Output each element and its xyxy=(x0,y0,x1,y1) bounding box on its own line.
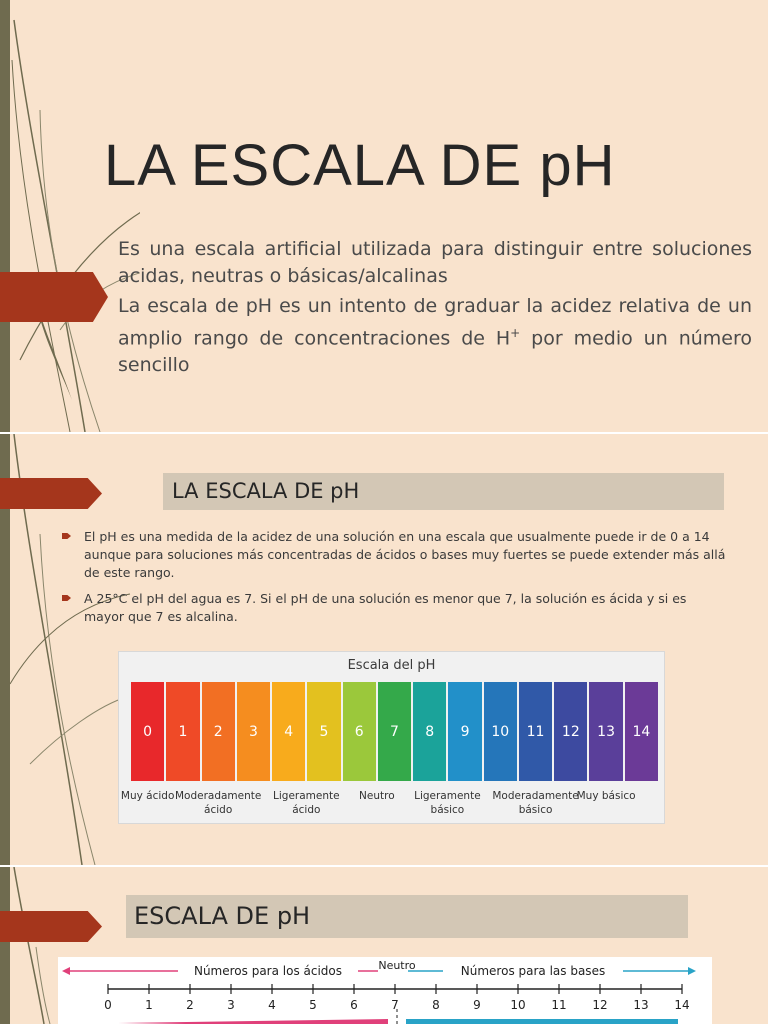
bases-arrow-head xyxy=(688,967,696,975)
ph-scale-title: Escala del pH xyxy=(347,658,436,673)
ph-number-line-graphic xyxy=(58,957,712,1024)
tick-label: 0 xyxy=(104,998,112,1012)
ph-cell-2: 2 xyxy=(202,682,235,781)
ph-scale-figure xyxy=(118,651,665,824)
ph-category-line2: ácido xyxy=(292,804,321,816)
tick-label: 3 xyxy=(227,998,235,1012)
slide-2[interactable] xyxy=(0,434,768,865)
tick-label: 12 xyxy=(592,998,608,1012)
ph-number-line xyxy=(58,957,712,1024)
ph-cell-11: 11 xyxy=(519,682,552,781)
ph-cell-14: 14 xyxy=(625,682,658,781)
tick-label: 8 xyxy=(432,998,440,1012)
base-gradient-bar xyxy=(406,1019,678,1024)
ph-category-label xyxy=(414,789,481,817)
bullet-text: El pH es una medida de la acidez de una solución en una escala que usualmente puede ir de 0 a 14 aunque para soluciones más concentradas de ácidos o bases muy fuertes se puede extender más allá de este rango. xyxy=(84,529,726,580)
slide-3[interactable] xyxy=(0,867,768,1024)
ph-cell-12: 12 xyxy=(554,682,587,781)
slide-title: ESCALA DE pH xyxy=(126,895,688,938)
bases-label: Números para las bases xyxy=(460,964,606,978)
acids-arrow-head xyxy=(62,967,70,975)
ph-category-label xyxy=(273,789,340,817)
ph-category-line1: Muy ácido xyxy=(120,790,175,802)
ph-category-line2: básico xyxy=(430,804,465,816)
bullet-text: A 25°C el pH del agua es 7. Si el pH de una solución es menor que 7, la solución es ácida y si es mayor que 7 es alcalina. xyxy=(84,591,687,624)
paragraph-definition: Es una escala artificial utilizada para distinguir entre soluciones acidas, neutras o básicas/alcalinas xyxy=(118,238,752,287)
bullet-item xyxy=(60,590,730,626)
tick-label: 10 xyxy=(510,998,526,1012)
ph-category-line1: Ligeramente xyxy=(273,790,340,802)
ph-scale-cells xyxy=(131,682,658,781)
ph-cell-4: 4 xyxy=(272,682,305,781)
ph-cell-10: 10 xyxy=(484,682,517,781)
tick-label: 6 xyxy=(350,998,358,1012)
ph-category-line2: básico xyxy=(518,804,553,816)
ph-category-label xyxy=(492,789,578,817)
ph-cell-1: 1 xyxy=(166,682,199,781)
ph-cell-9: 9 xyxy=(448,682,481,781)
bullet-list xyxy=(60,528,730,634)
acids-label: Números para los ácidos xyxy=(193,964,343,978)
tick-label: 13 xyxy=(633,998,649,1012)
ph-cell-7: 7 xyxy=(378,682,411,781)
tick-label: 9 xyxy=(473,998,481,1012)
paragraph-purpose-text: La escala de pH es un intento de graduar la acidez relativa de un amplio rango de concentraciones de H xyxy=(118,295,752,350)
hydrogen-ion-superscript: + xyxy=(510,326,521,340)
ph-category-line1: Neutro xyxy=(359,790,395,802)
ph-cell-0: 0 xyxy=(131,682,164,781)
ph-category-label xyxy=(577,789,636,803)
tick-label: 2 xyxy=(186,998,194,1012)
bullet-item xyxy=(60,528,730,582)
ph-category-label xyxy=(175,789,261,817)
ph-category-line1: Muy básico xyxy=(576,790,636,802)
ph-category-line1: Moderadamente xyxy=(174,790,262,802)
ph-category-line1: Ligeramente xyxy=(414,790,481,802)
tick-label: 5 xyxy=(309,998,317,1012)
tick-label: 7 xyxy=(391,998,399,1012)
ph-cell-5: 5 xyxy=(307,682,340,781)
ph-cell-3: 3 xyxy=(237,682,270,781)
paragraph-purpose-end: por medio un número sencillo xyxy=(118,327,752,377)
slide-title: LA ESCALA DE pH xyxy=(104,133,616,198)
slide-1[interactable] xyxy=(0,0,768,432)
bullet-arrow-icon xyxy=(62,533,71,539)
ph-category-line2: ácido xyxy=(204,804,233,816)
ph-cell-13: 13 xyxy=(589,682,622,781)
section-arrow-marker xyxy=(0,272,108,322)
tick-label: 11 xyxy=(551,998,567,1012)
slide-body xyxy=(118,236,752,382)
slide-title: LA ESCALA DE pH xyxy=(163,473,724,510)
ph-category-label xyxy=(121,789,174,803)
tick-label: 1 xyxy=(145,998,153,1012)
ph-cell-6: 6 xyxy=(343,682,376,781)
bullet-arrow-icon xyxy=(62,595,71,601)
tick-label: 4 xyxy=(268,998,276,1012)
neutral-label: Neutro xyxy=(378,959,416,972)
paragraph-purpose xyxy=(118,293,752,379)
section-arrow-marker xyxy=(0,478,102,509)
tick-label: 14 xyxy=(674,998,690,1012)
ph-category-label xyxy=(359,789,395,803)
section-arrow-marker xyxy=(0,911,102,942)
ph-category-line1: Moderadamente xyxy=(492,790,579,802)
ph-cell-8: 8 xyxy=(413,682,446,781)
number-line-ticks xyxy=(104,984,689,1012)
acid-gradient-arrow xyxy=(118,1019,388,1024)
